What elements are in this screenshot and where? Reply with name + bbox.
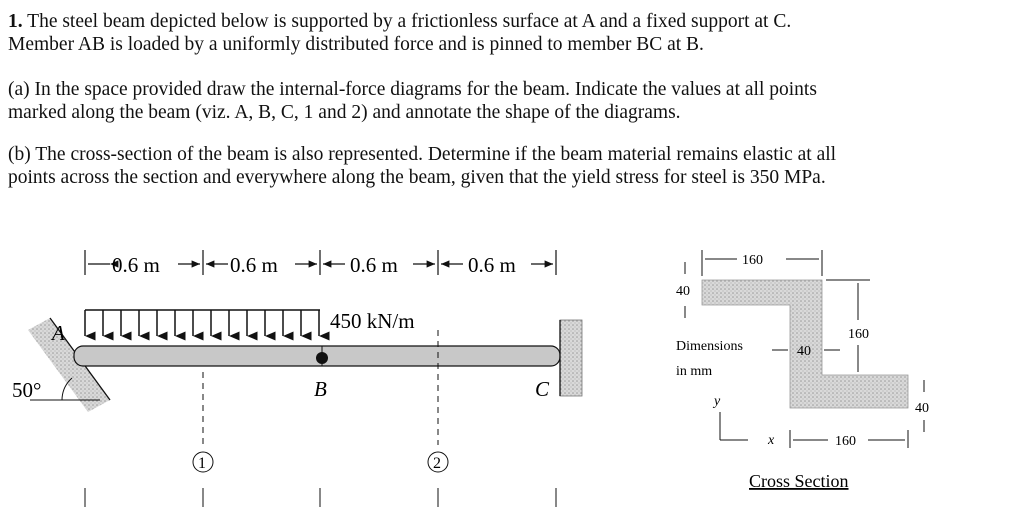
cross-section-figure <box>676 250 929 491</box>
segment-label-3: 0.6 m <box>350 253 398 277</box>
axes <box>720 412 748 440</box>
section-1-label: 1 <box>198 455 206 472</box>
units-line-2: in mm <box>676 364 713 379</box>
reference-ticks <box>85 488 556 507</box>
dim-bottom-flange: 40 <box>915 401 929 416</box>
dim-top-width: 160 <box>742 253 763 268</box>
units-line-1: Dimensions <box>676 339 743 354</box>
point-a-label: A <box>52 321 65 345</box>
part-b-line-1: (b) The cross-section of the beam is also represented. Determine if the beam material remains elastic at all <box>8 144 837 165</box>
axis-x-label: x <box>768 433 775 448</box>
pin-b-icon <box>316 352 328 364</box>
beam-figure <box>12 250 582 507</box>
load-label: 450 kN/m <box>330 309 415 333</box>
part-b-line-2: points across the section and everywhere along the beam, given that the yield stress for steel is 350 MPa. <box>8 167 826 188</box>
part-a-line-2: marked along the beam (viz. A, B, C, 1 and 2) and annotate the shape of the diagrams. <box>8 102 681 123</box>
segment-label-1: 0.6 m <box>112 253 160 277</box>
statement-line-2: Member AB is loaded by a uniformly distributed force and is pinned to member BC at B. <box>8 34 704 55</box>
segment-label-2: 0.6 m <box>230 253 278 277</box>
dim-bottom-width: 160 <box>835 434 856 449</box>
dim-height: 160 <box>848 327 869 342</box>
fixed-support <box>560 320 582 396</box>
segment-label-4: 0.6 m <box>468 253 516 277</box>
angle-label: 50° <box>12 378 42 402</box>
section-2-label: 2 <box>433 455 441 472</box>
point-c-label: C <box>535 377 550 401</box>
point-b-label: B <box>314 377 327 401</box>
statement-line-1: The steel beam depicted below is supported by a frictionless surface at A and a fixed support at C. <box>27 11 792 32</box>
part-a-line-1: (a) In the space provided draw the internal-force diagrams for the beam. Indicate the values at all points <box>8 79 817 100</box>
axis-y-label: y <box>714 394 721 409</box>
cross-section-title: Cross Section <box>749 471 849 491</box>
distributed-load <box>85 310 320 336</box>
dim-web: 40 <box>797 344 811 359</box>
problem-number: 1. <box>8 11 23 32</box>
dim-top-flange: 40 <box>676 284 690 299</box>
